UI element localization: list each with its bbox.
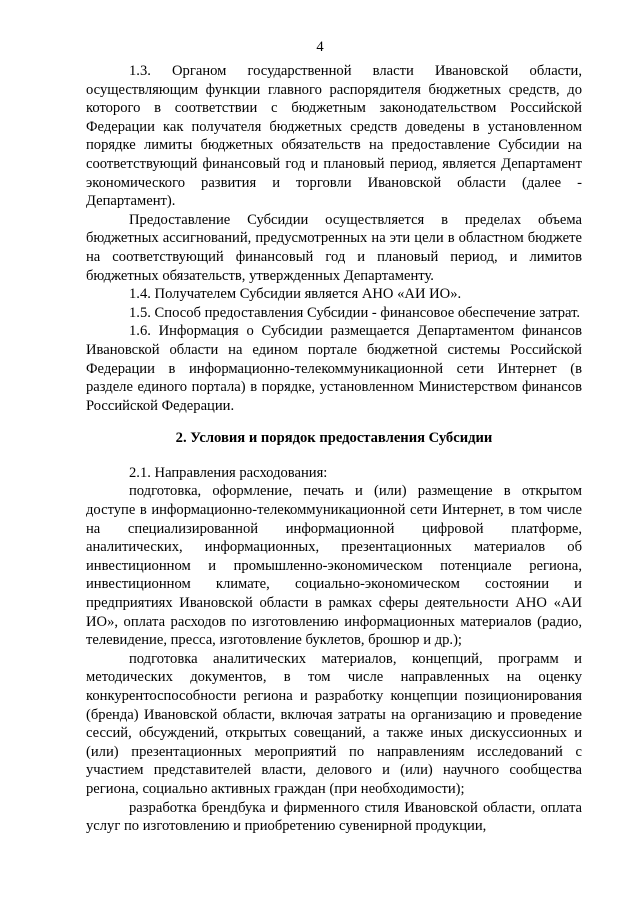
document-body [86,62,582,836]
paragraph-analytics: подготовка аналитических материалов, концепций, программ и методических документов, в том числе направленных на оценку конкурентоспособности региона и разработку концепции позиционирования (бренда) Ивановской области, включая затраты на организацию и проведение сессий, обсуждений, открытых совещаний, а также иных дискуссионных и (или) презентационных мероприятий по направлениям исследований с участием представителей власти, делового и (или) научного сообщества региона, социально активных граждан (при необходимости); [86,650,582,797]
page-number: 4 [316,39,324,55]
paragraph-publications: подготовка, оформление, печать и (или) размещение в открытом доступе в информационно-телекоммуникационной сети Интернет, в том числе на специализированной информационной цифровой платформе, аналитических, информационных, презентационных материалов об инвестиционном и промышленно-экономическом потенциале региона, инвестиционном климате, социально-экономическом состоянии и предприятиях Ивановской области в рамках сферы деятельности АНО «АИ ИО», оплата расходов по изготовлению информационных материалов (радио, телевидение, пресса, изготовление буклетов, брошюр и др.); [86,483,582,649]
section-heading: 2. Условия и порядок предоставления Субсидии [175,430,493,447]
paragraph-1-6: 1.6. Информация о Субсидии размещается Департаментом финансов Ивановской области на едином портале бюджетной системы Российской Федерации в информационно-телекоммуникационной сети Интернет (в разделе единого портала) в порядке, установленном Министерством финансов Российской Федерации. [86,323,582,414]
paragraph-1-5: 1.5. Способ предоставления Субсидии - финансовое обеспечение затрат. [129,304,581,321]
paragraph-brandbook: разработка брендбука и фирменного стиля Ивановской области, оплата услуг по изготовлению и приобретению сувенирной продукции, [86,799,582,835]
paragraph-1-4: 1.4. Получателем Субсидии является АНО «АИ ИО». [129,286,462,303]
paragraph-2-1: 2.1. Направления расходования: [129,464,328,481]
paragraph-subsidy-limits: Предоставление Субсидии осуществляется в пределах объема бюджетных ассигнований, предусмотренных на эти цели в областном бюджете на соответствующий финансовый год и плановый период, и лимитов бюджетных обязательств, утвержденных Департаменту. [86,211,582,284]
paragraph-1-3: 1.3. Органом государственной власти Ивановской области, осуществляющим функции главного распорядителя бюджетных средств, до которого в соответствии с бюджетным законодательством Российской Федерации как получателя бюджетных средств доведены в установленном порядке лимиты бюджетных обязательств на предоставление Субсидии на соответствующий финансовый год и плановый период, является Департамент экономического развития и торговли Ивановской области (далее - Департамент). [86,63,582,210]
